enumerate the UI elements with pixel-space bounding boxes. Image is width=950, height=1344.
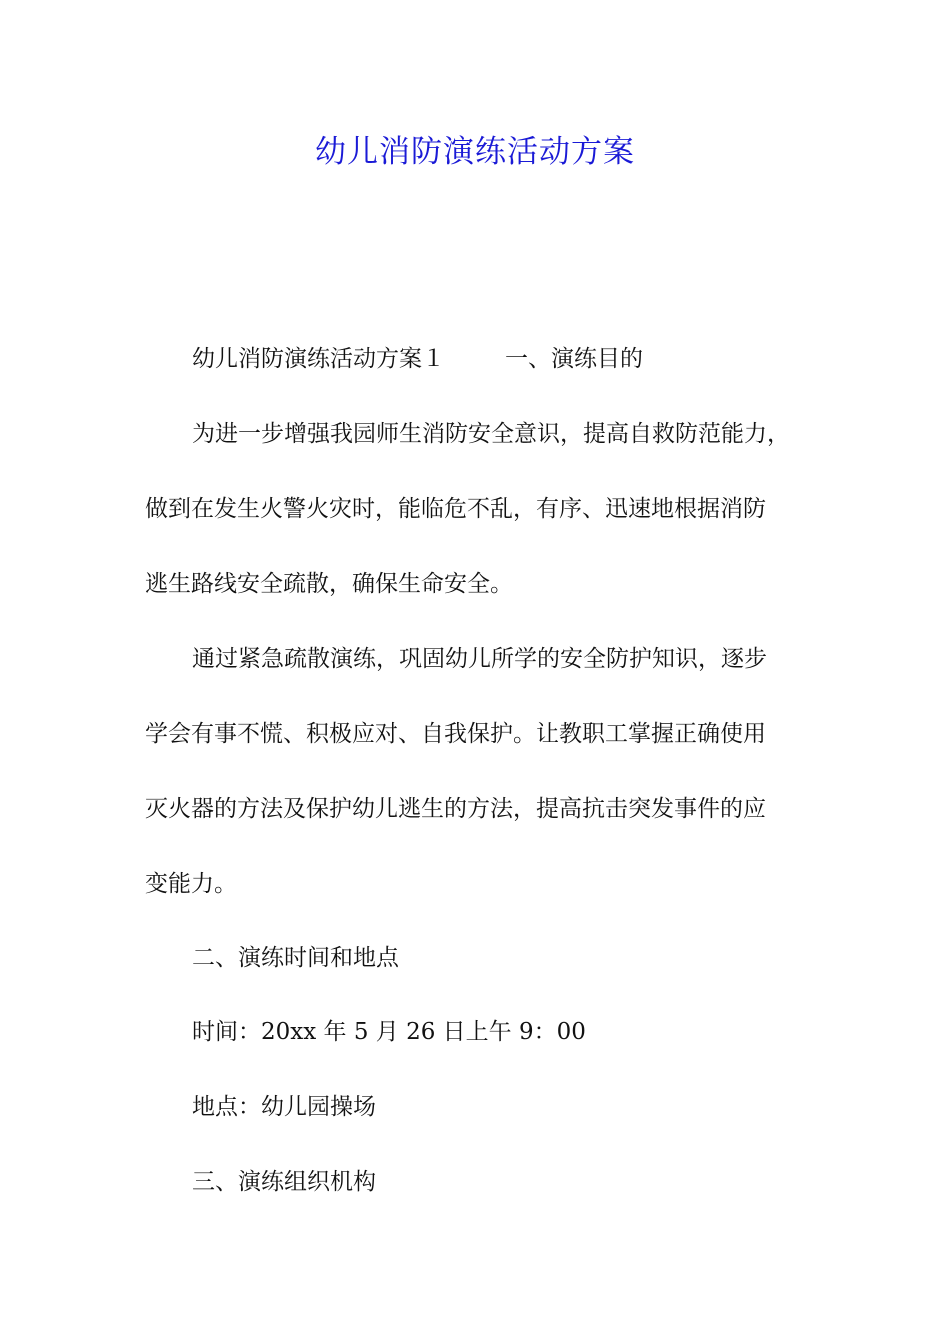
paragraph-line: 逃生路线安全疏散，确保生命安全。	[145, 571, 513, 597]
paragraph-line: 学会有事不慌、积极应对、自我保护。让教职工掌握正确使用	[145, 721, 766, 747]
section-heading: 二、演练时间和地点	[192, 945, 399, 971]
paragraph-line: 做到在发生火警火灾时，能临危不乱，有序、迅速地根据消防	[145, 496, 766, 522]
section-heading: 一、演练目的	[505, 346, 643, 372]
section-heading: 三、演练组织机构	[192, 1169, 376, 1195]
paragraph-line: 灭火器的方法及保护幼儿逃生的方法，提高抗击突发事件的应	[145, 796, 766, 822]
paragraph-line: 地点：幼儿园操场	[192, 1094, 376, 1120]
paragraph-line: 时间：20xx 年 5 月 26 日上午 9：00	[192, 1019, 586, 1045]
paragraph-line: 为进一步增强我园师生消防安全意识，提高自救防范能力，	[192, 421, 790, 447]
paragraph-line	[192, 341, 643, 377]
document-title: 幼儿消防演练活动方案	[315, 134, 635, 170]
paragraph-line: 通过紧急疏散演练，巩固幼儿所学的安全防护知识，逐步	[192, 646, 767, 672]
plan-subtitle: 幼儿消防演练活动方案１	[192, 346, 445, 372]
paragraph-line: 变能力。	[145, 871, 237, 897]
